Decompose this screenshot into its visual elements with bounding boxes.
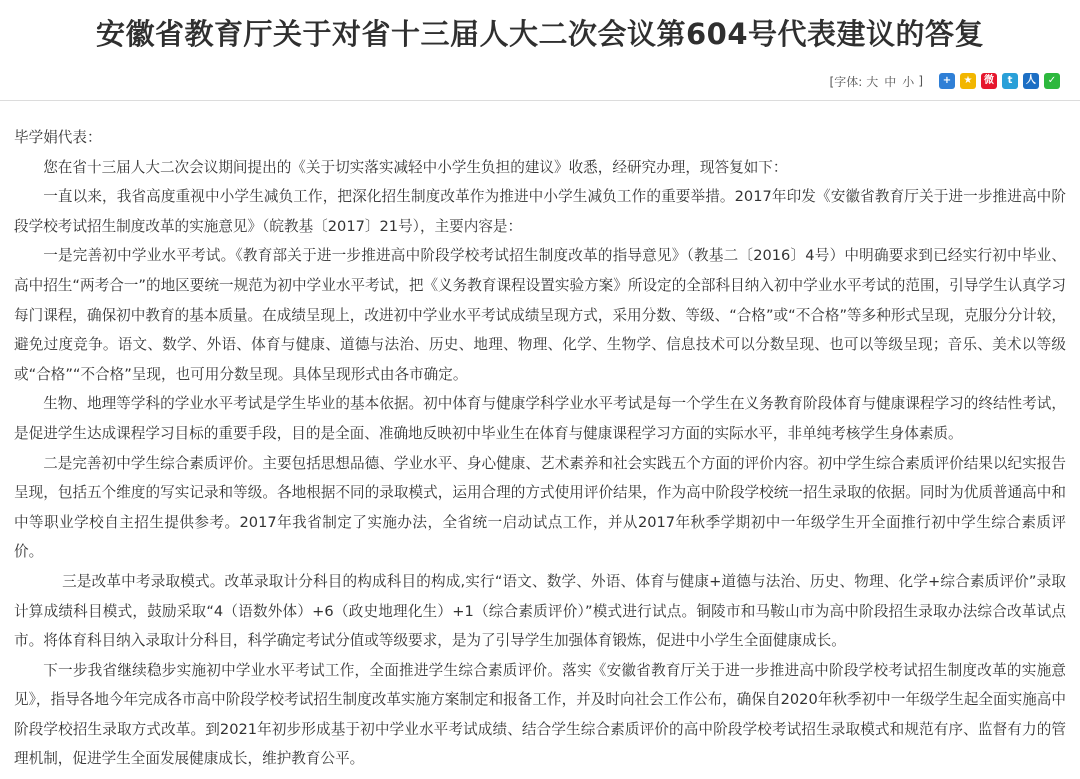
- title-divider: [0, 100, 1080, 101]
- qzone-icon[interactable]: ★: [960, 73, 976, 89]
- share-icons: [934, 73, 1060, 89]
- page-title: 安徽省教育厅关于对省十三届人大二次会议第604号代表建议的答复: [95, 17, 985, 51]
- body-paragraph-admission: 三是改革中考录取模式。改革录取计分科目的构成科目的构成,实行“语文、数学、外语、体育与健康+道德与法治、历史、物理、化学+综合素质评价”录取计算成绩科目模式，鼓励采取“4（语数外体）+6（政史地理化生）+1（综合素质评价）”模式进行试点。铜陵市和马鞍山市为高中阶段招生录取办法综合改革试点市。将体育科目纳入录取计分科目，科学确定考试分值或等级要求，是为了引导学生加强体育锻炼，促进中小学生全面健康成长。: [14, 572, 1066, 650]
- body-paragraph-background: 一直以来，我省高度重视中小学生减负工作，把深化招生制度改革作为推进中小学生减负工作的重要举措。2017年印发《安徽省教育厅关于进一步推进高中阶段学校考试招生制度改革的实施意见》（皖教基〔2017〕21号），主要内容是：: [14, 188, 1066, 235]
- font-size-label-open: [字体:: [829, 74, 863, 89]
- font-size-small-link[interactable]: 小: [902, 74, 915, 89]
- wechat-icon[interactable]: ✓: [1044, 73, 1060, 89]
- share-more-icon[interactable]: +: [939, 73, 955, 89]
- font-size-label-close: ]: [918, 74, 923, 88]
- renren-icon[interactable]: 人: [1023, 73, 1039, 89]
- body-paragraph-exam: 一是完善初中学业水平考试。《教育部关于进一步推进高中阶段学校考试招生制度改革的指导意见》（教基二〔2016〕4号）中明确要求到已经实行初中毕业、高中招生“两考合一”的地区要统一规范为初中学业水平考试，把《义务教育课程设置实验方案》所设定的全部科目纳入初中学业水平考试的范围，引导学生认真学习每门课程，确保初中教育的基本质量。在成绩呈现上，改进初中学业水平考试成绩呈现方式，采用分数、等级、“合格”或“不合格”等多种形式呈现，克服分分计较，避免过度竞争。语文、数学、外语、体育与健康、道德与法治、历史、地理、物理、化学、生物学、信息技术可以分数呈现、也可以等级呈现；音乐、美术以等级或“合格”“不合格”呈现，也可用分数呈现。具体呈现形式由各市确定。: [14, 247, 1066, 383]
- weibo-icon[interactable]: 微: [981, 73, 997, 89]
- body-paragraph-subjects: 生物、地理等学科的学业水平考试是学生毕业的基本依据。初中体育与健康学科学业水平考试是每一个学生在义务教育阶段体育与健康课程学习的终结性考试，是促进学生达成课程学习目标的重要手段，目的是全面、准确地反映初中毕业生在体育与健康课程学习方面的实际水平，非单纯考核学生身体素质。: [14, 395, 1066, 442]
- salutation: 毕学娟代表：: [14, 129, 102, 146]
- article-toolbar: [829, 71, 1060, 91]
- tencent-weibo-icon[interactable]: t: [1002, 73, 1018, 89]
- body-paragraph-next-steps: 下一步我省继续稳步实施初中学业水平考试工作，全面推进学生综合素质评价。落实《安徽省教育厅关于进一步推进高中阶段学校考试招生制度改革的实施意见》，指导各地今年完成各市高中阶段学校考试招生制度改革实施方案制定和报备工作，并及时向社会工作公布，确保自2020年秋季初中一年级学生起全面实施高中阶段学校招生录取方式改革。到2021年初步形成基于初中学业水平考试成绩、结合学生综合素质评价的高中阶段学校考试招生录取模式和规范有序、监督有力的管理机制，促进学生全面发展健康成长，维护教育公平。: [14, 661, 1066, 768]
- font-size-large-link[interactable]: 大: [866, 74, 879, 89]
- body-paragraph-evaluation: 二是完善初中学生综合素质评价。主要包括思想品德、学业水平、身心健康、艺术素养和社会实践五个方面的评价内容。初中学生综合素质评价结果以纪实报告呈现，包括五个维度的写实记录和等级。各地根据不同的录取模式，运用合理的方式使用评价结果，作为高中阶段学校统一招生录取的依据。同时为优质普通高中和中等职业学校自主招生提供参考。2017年我省制定了实施办法，全省统一启动试点工作，并从2017年秋季学期初中一年级学生开全面推行初中学生综合素质评价。: [14, 454, 1066, 561]
- font-size-medium-link[interactable]: 中: [884, 74, 897, 89]
- body-paragraph-intro: 您在省十三届人大二次会议期间提出的《关于切实落实减轻中小学生负担的建议》收悉，经研究办理，现答复如下：: [43, 158, 788, 176]
- font-size-switch: [829, 73, 924, 90]
- article-body: [14, 123, 1066, 774]
